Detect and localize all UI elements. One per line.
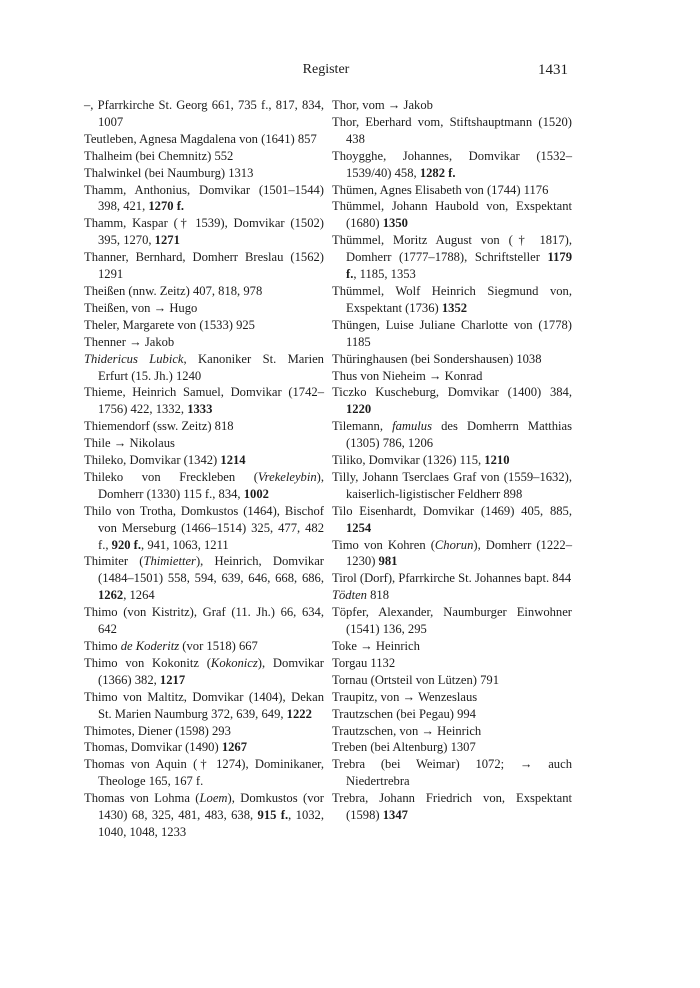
index-entry: Thileko von Freckleben (Vrekeleybin), Domherr (1330) 115 f., 834, 1002 <box>84 469 324 501</box>
index-entry: Thamm, Anthonius, Domvikar (1501–1544) 398, 421, 1270 f. <box>84 182 324 214</box>
index-entry: Trebra, Johann Friedrich von, Exspektant (1598) 1347 <box>332 791 572 823</box>
index-entry: Thimo de Koderitz (vor 1518) 667 <box>84 639 258 653</box>
index-entry: Tilo Eisenhardt, Domvikar (1469) 405, 885, 1254 <box>332 503 572 535</box>
index-entry: Thüngen, Luise Juliane Charlotte von (1778) 1185 <box>332 317 572 349</box>
index-entry: Teutleben, Agnesa Magdalena von (1641) 857 <box>84 131 317 146</box>
running-title: Register <box>302 62 350 77</box>
index-entry: Thanner, Bernhard, Domherr Breslau (1562) 1291 <box>84 250 324 282</box>
page-header <box>84 62 568 82</box>
index-column-left <box>84 97 324 841</box>
index-entry: Thilo von Trotha, Domkustos (1464), Bischof von Merseburg (1466–1514) 325, 477, 482 f., 920 f., 941, 1063, 1211 <box>84 503 324 552</box>
index-entry: Traupitz, von → Wenzeslaus <box>332 689 478 704</box>
index-entry: Thomas von Aquin († 1274), Dominikaner, Theologe 165, 167 f. <box>84 757 324 789</box>
index-entry: Thiemendorf (ssw. Zeitz) 818 <box>84 419 234 434</box>
index-entry: Tilly, Johann Tserclaes Graf von (1559–1632), kaiserlich-ligistischer Feldherr 898 <box>332 469 572 501</box>
index-entry: Thümen, Agnes Elisabeth von (1744) 1176 <box>332 182 549 197</box>
index-entry: Theler, Margarete von (1533) 925 <box>84 317 255 332</box>
index-entry: Thomas, Domvikar (1490) 1267 <box>84 740 247 755</box>
index-entry: Thoygghe, Johannes, Domvikar (1532–1539/40) 458, 1282 f. <box>332 148 572 180</box>
index-entry: Trautzschen (bei Pegau) 994 <box>332 706 476 721</box>
index-entry: –, Pfarrkirche St. Georg 661, 735 f., 817, 834, 1007 <box>84 98 324 129</box>
index-entry: Thimo (von Kistritz), Graf (11. Jh.) 66, 634, 642 <box>84 605 324 637</box>
index-column-right <box>332 97 572 824</box>
index-entry: Thomas von Lohma (Loem), Domkustos (vor 1430) 68, 325, 481, 483, 638, 915 f., 1032, 1040, 1048, 1233 <box>84 791 325 839</box>
index-entry: Thieme, Heinrich Samuel, Domvikar (1742–1756) 422, 1332, 1333 <box>84 385 324 417</box>
index-entry: Thümmel, Johann Haubold von, Exspektant (1680) 1350 <box>332 199 572 231</box>
index-entry: Thümmel, Wolf Heinrich Siegmund von, Exspektant (1736) 1352 <box>332 283 572 315</box>
index-entry: Timo von Kohren (Chorun), Domherr (1222–1230) 981 <box>332 537 573 569</box>
index-entry: Treben (bei Altenburg) 1307 <box>332 740 476 755</box>
index-entry: Töpfer, Alexander, Naumburger Einwohner (1541) 136, 295 <box>332 605 572 637</box>
index-entry: Tornau (Ortsteil von Lützen) 791 <box>332 672 499 687</box>
index-entry: Thileko, Domvikar (1342) 1214 <box>84 453 246 468</box>
index-entry: Toke → Heinrich <box>332 639 420 653</box>
index-entry: Thüringhausen (bei Sondershausen) 1038 <box>332 351 542 366</box>
index-entry: Thidericus Lubick, Kanoniker St. Marien Erfurt (15. Jh.) 1240 <box>84 351 324 383</box>
index-entry: Tilemann, famulus des Domherrn Matthias (1305) 786, 1206 <box>332 419 572 451</box>
index-entry: Tödten 818 <box>332 588 390 603</box>
index-entry: Thamm, Kaspar († 1539), Domvikar (1502) 395, 1270, 1271 <box>84 216 324 248</box>
index-entry: Trebra (bei Weimar) 1072; → auch Niedertrebra <box>332 757 572 789</box>
index-entry: Thalwinkel (bei Naumburg) 1313 <box>84 165 254 180</box>
index-entry: Torgau 1132 <box>332 655 396 670</box>
index-entry: Thor, Eberhard vom, Stiftshauptmann (1520) 438 <box>332 114 572 146</box>
index-entry: Tirol (Dorf), Pfarrkirche St. Johannes bapt. 844 <box>332 571 572 586</box>
page-number: 1431 <box>538 62 568 78</box>
index-entry: Tiliko, Domvikar (1326) 115, 1210 <box>332 453 510 468</box>
index-entry: Theißen (nnw. Zeitz) 407, 818, 978 <box>84 283 263 298</box>
index-entry: Thus von Nieheim → Konrad <box>332 368 483 383</box>
index-entry: Thümmel, Moritz August von († 1817), Domherr (1777–1788), Schriftsteller 1179 f., 1185, 1353 <box>332 233 572 282</box>
index-entry: Ticzko Kuscheburg, Domvikar (1400) 384, 1220 <box>332 385 572 417</box>
index-entry: Thimiter (Thimietter), Heinrich, Domvikar (1484–1501) 558, 594, 639, 646, 668, 686, 1262, 1264 <box>84 554 324 603</box>
index-entry: Theißen, von → Hugo <box>84 300 198 315</box>
index-entry: Thor, vom → Jakob <box>332 98 433 112</box>
index-entry: Thalheim (bei Chemnitz) 552 <box>84 148 234 163</box>
index-entry: Thenner → Jakob <box>84 334 175 349</box>
index-entry: Thimotes, Diener (1598) 293 <box>84 723 231 738</box>
index-entry: Trautzschen, von → Heinrich <box>332 723 482 738</box>
index-entry: Thimo von Maltitz, Domvikar (1404), Dekan St. Marien Naumburg 372, 639, 649, 1222 <box>84 689 324 721</box>
index-entry: Thimo von Kokonitz (Kokonicz), Domvikar (1366) 382, 1217 <box>84 655 324 687</box>
index-entry: Thile → Nikolaus <box>84 436 175 451</box>
